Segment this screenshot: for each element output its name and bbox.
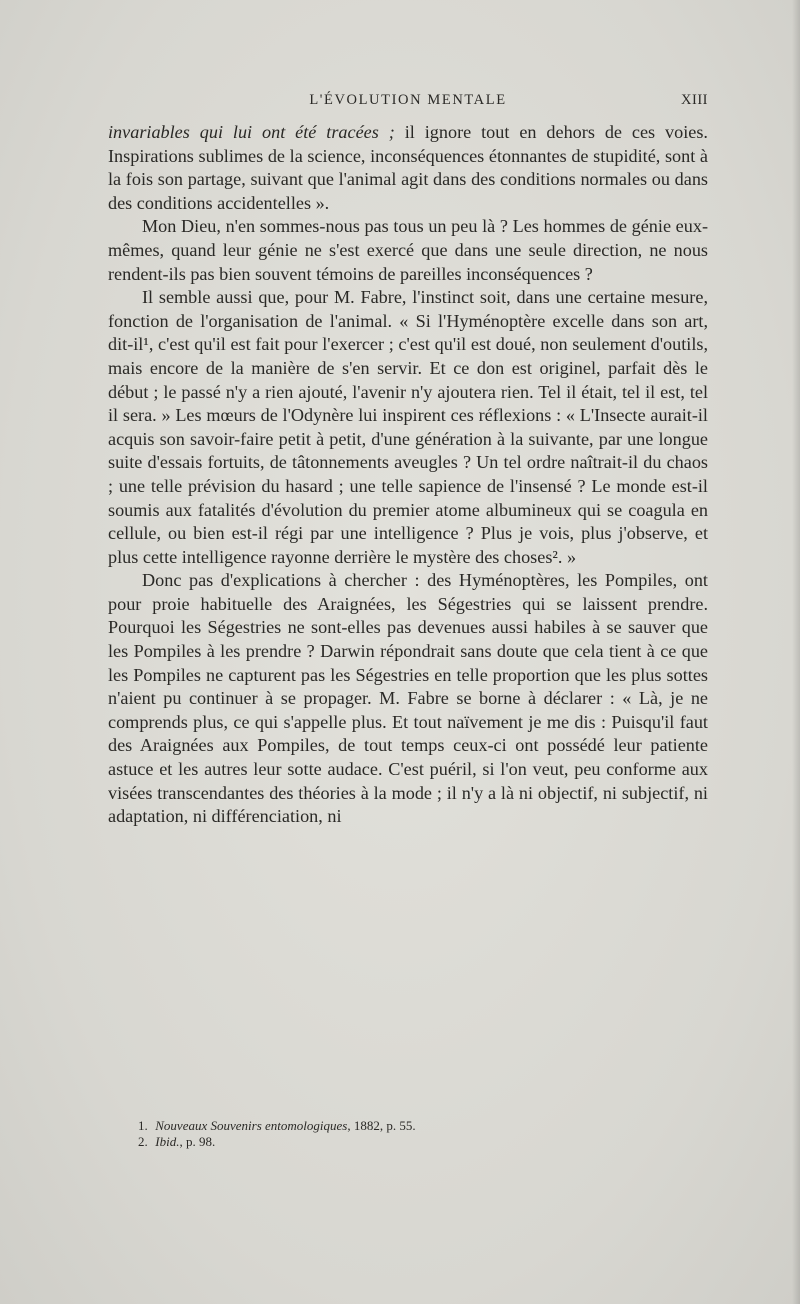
running-title: L'ÉVOLUTION MENTALE [309,92,507,108]
page-gutter-shadow [792,0,800,1304]
paragraph-text: Donc pas d'explications à chercher : des Hyménoptères, les Pompiles, ont pour proie habituelle des Araignées, les Ségestries qui se laissent prendre. Pourquoi les Ségestries ne sont-elles pas devenues aussi habiles à se sauver que les Pompiles à les prendre ? Darwin répondrait sans doute que cela tient à ce que les Pompiles ne capturent pas les Ségestries en telle proportion que les plus sottes n'aient pu continuer à se propager. M. Fabre se borne à déclarer : « Là, je ne comprends plus, ce qui s'appelle plus. Et tout naïvement je me dis : Puisqu'il faut des Araignées aux Pompiles, de tout temps ceux-ci ont possédé leur patiente astuce et les autres leur sotte audace. C'est puéril, si l'on veut, peu conforme aux visées transcendantes des théories à la mode ; il n'y a là ni objectif, ni subjectif, ni adaptation, ni différenciation, ni [108,570,708,827]
italic-lead: invariables qui lui ont été tracées ; [108,122,395,142]
footnote-number: 2. [138,1134,148,1149]
paragraph-text: Il semble aussi que, pour M. Fabre, l'instinct soit, dans une certaine mesure, fonction de l'organisation de l'animal. « Si l'Hyménoptère excelle dans son art, dit-il¹, c'est qu'il est fait pour l'exercer ; c'est qu'il est doué, non seulement d'outils, mais encore de la manière de s'en servir. Et ce don est originel, parfait dès le début ; le passé n'y a rien ajouté, l'avenir n'y ajoutera rien. Tel il était, tel il est, tel il sera. » Les mœurs de l'Odynère lui inspirent ces réflexions : « L'Insecte aurait-il acquis son savoir-faire petit à petit, d'une génération à la suivante, par une longue suite d'essais fortuits, de tâtonnements aveugles ? Un tel ordre naîtrait-il du chaos ; une telle prévision du hasard ; une telle sapience de l'insensé ? Le monde est-il soumis aux fatalités d'évolution du premier atome albumineux qui se coagula en cellule, ou bien est-il régi par une intelligence ? Plus je vois, plus j'observe, et plus cette intelligence rayonne derrière le mystère des choses². » [108,287,708,567]
paragraph [108,286,708,569]
page-body [108,121,708,829]
footnote-text: , 1882, p. 55. [347,1118,416,1133]
footnote [138,1134,698,1150]
footnote-title: Nouveaux Souvenirs entomologiques [155,1118,348,1133]
paragraph-text: il ignore tout en dehors de ces voies. Inspirations sublimes de la science, inconséquences étonnantes de stupidité, sont à la fois son partage, suivant que l'animal agit dans des conditions normales ou dans des conditions accidentelles ». [108,122,708,213]
page-number: XIII [681,92,708,108]
running-header [108,90,708,116]
footnote-text: , p. 98. [179,1134,216,1149]
footnote-number: 1. [138,1118,148,1133]
paragraph [108,215,708,286]
paragraph [108,121,708,215]
footnote-title: Ibid. [155,1134,180,1149]
paragraph [108,569,708,829]
paragraph-text: Mon Dieu, n'en sommes-nous pas tous un peu là ? Les hommes de génie eux-mêmes, quand leur génie ne s'est exercé que dans une seule direction, ne nous rendent-ils pas bien souvent témoins de pareilles inconséquences ? [108,216,708,284]
footnote [138,1118,698,1134]
footnotes [138,1118,698,1150]
